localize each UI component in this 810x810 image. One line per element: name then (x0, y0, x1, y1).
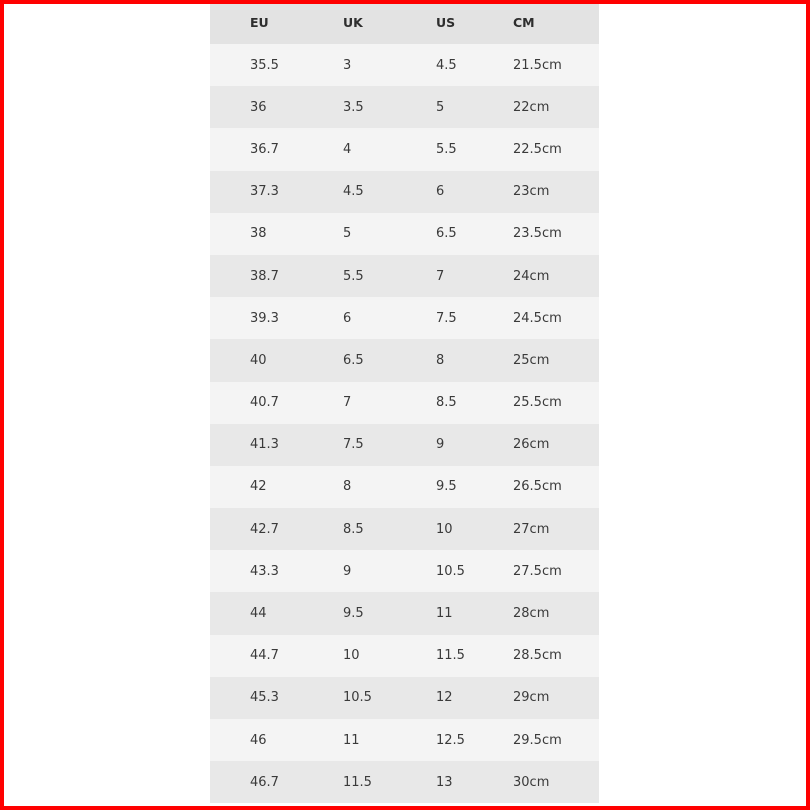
cell-cm: 29cm (513, 690, 550, 706)
cell-us: 10 (436, 521, 453, 537)
table-row (210, 466, 599, 508)
size-chart-table (210, 0, 599, 803)
cell-cm: 25cm (513, 352, 550, 368)
cell-uk: 4.5 (343, 184, 364, 200)
table-body (210, 44, 599, 803)
table-row (210, 677, 599, 719)
cell-us: 12 (436, 690, 453, 706)
cell-eu: 43.3 (250, 563, 279, 579)
cell-cm: 24.5cm (513, 310, 562, 326)
cell-cm: 30cm (513, 774, 550, 790)
cell-uk: 11 (343, 732, 360, 748)
cell-us: 5.5 (436, 141, 457, 157)
cell-cm: 24cm (513, 268, 550, 284)
cell-eu: 37.3 (250, 184, 279, 200)
cell-cm: 21.5cm (513, 57, 562, 73)
table-row (210, 424, 599, 466)
cell-eu: 38 (250, 226, 267, 242)
cell-us: 12.5 (436, 732, 465, 748)
cell-us: 9 (436, 437, 445, 453)
cell-eu: 38.7 (250, 268, 279, 284)
cell-us: 11 (436, 606, 453, 622)
cell-uk: 9 (343, 563, 352, 579)
table-row (210, 171, 599, 213)
cell-eu: 44.7 (250, 648, 279, 664)
table-row (210, 592, 599, 634)
cell-cm: 23cm (513, 184, 550, 200)
cell-us: 5 (436, 99, 445, 115)
cell-eu: 44 (250, 606, 267, 622)
cell-cm: 28cm (513, 606, 550, 622)
cell-us: 4.5 (436, 57, 457, 73)
cell-cm: 29.5cm (513, 732, 562, 748)
table-header (210, 0, 599, 44)
cell-uk: 8.5 (343, 521, 364, 537)
table-row (210, 761, 599, 803)
cell-cm: 26cm (513, 437, 550, 453)
cell-cm: 23.5cm (513, 226, 562, 242)
cell-cm: 26.5cm (513, 479, 562, 495)
cell-cm: 25.5cm (513, 395, 562, 411)
cell-eu: 40.7 (250, 395, 279, 411)
cell-eu: 45.3 (250, 690, 279, 706)
cell-uk: 3.5 (343, 99, 364, 115)
table-row (210, 255, 599, 297)
cell-us: 6 (436, 184, 445, 200)
table-row (210, 44, 599, 86)
cell-eu: 35.5 (250, 57, 279, 73)
cell-uk: 11.5 (343, 774, 372, 790)
table-row (210, 550, 599, 592)
cell-uk: 10 (343, 648, 360, 664)
cell-us: 10.5 (436, 563, 465, 579)
header-eu: EU (250, 14, 269, 30)
cell-eu: 39.3 (250, 310, 279, 326)
cell-uk: 10.5 (343, 690, 372, 706)
header-uk: UK (343, 14, 363, 30)
cell-cm: 28.5cm (513, 648, 562, 664)
cell-us: 13 (436, 774, 453, 790)
cell-eu: 41.3 (250, 437, 279, 453)
cell-uk: 4 (343, 141, 352, 157)
table-row (210, 213, 599, 255)
cell-us: 7.5 (436, 310, 457, 326)
cell-uk: 9.5 (343, 606, 364, 622)
table-row (210, 635, 599, 677)
cell-eu: 46.7 (250, 774, 279, 790)
cell-uk: 5.5 (343, 268, 364, 284)
cell-eu: 42 (250, 479, 267, 495)
cell-eu: 40 (250, 352, 267, 368)
cell-eu: 36 (250, 99, 267, 115)
cell-us: 8.5 (436, 395, 457, 411)
header-us: US (436, 14, 456, 30)
table-row (210, 508, 599, 550)
cell-uk: 3 (343, 57, 352, 73)
cell-uk: 7 (343, 395, 352, 411)
table-row (210, 86, 599, 128)
cell-uk: 6 (343, 310, 352, 326)
cell-us: 8 (436, 352, 445, 368)
cell-us: 7 (436, 268, 445, 284)
cell-uk: 7.5 (343, 437, 364, 453)
cell-uk: 6.5 (343, 352, 364, 368)
table-row (210, 297, 599, 339)
cell-cm: 22cm (513, 99, 550, 115)
cell-us: 9.5 (436, 479, 457, 495)
cell-uk: 5 (343, 226, 352, 242)
header-cm: CM (513, 14, 535, 30)
cell-us: 11.5 (436, 648, 465, 664)
table-row (210, 339, 599, 381)
cell-cm: 27.5cm (513, 563, 562, 579)
cell-cm: 27cm (513, 521, 550, 537)
table-row (210, 382, 599, 424)
cell-eu: 36.7 (250, 141, 279, 157)
table-row (210, 128, 599, 170)
table-row (210, 719, 599, 761)
cell-eu: 42.7 (250, 521, 279, 537)
cell-cm: 22.5cm (513, 141, 562, 157)
cell-us: 6.5 (436, 226, 457, 242)
cell-uk: 8 (343, 479, 352, 495)
cell-eu: 46 (250, 732, 267, 748)
